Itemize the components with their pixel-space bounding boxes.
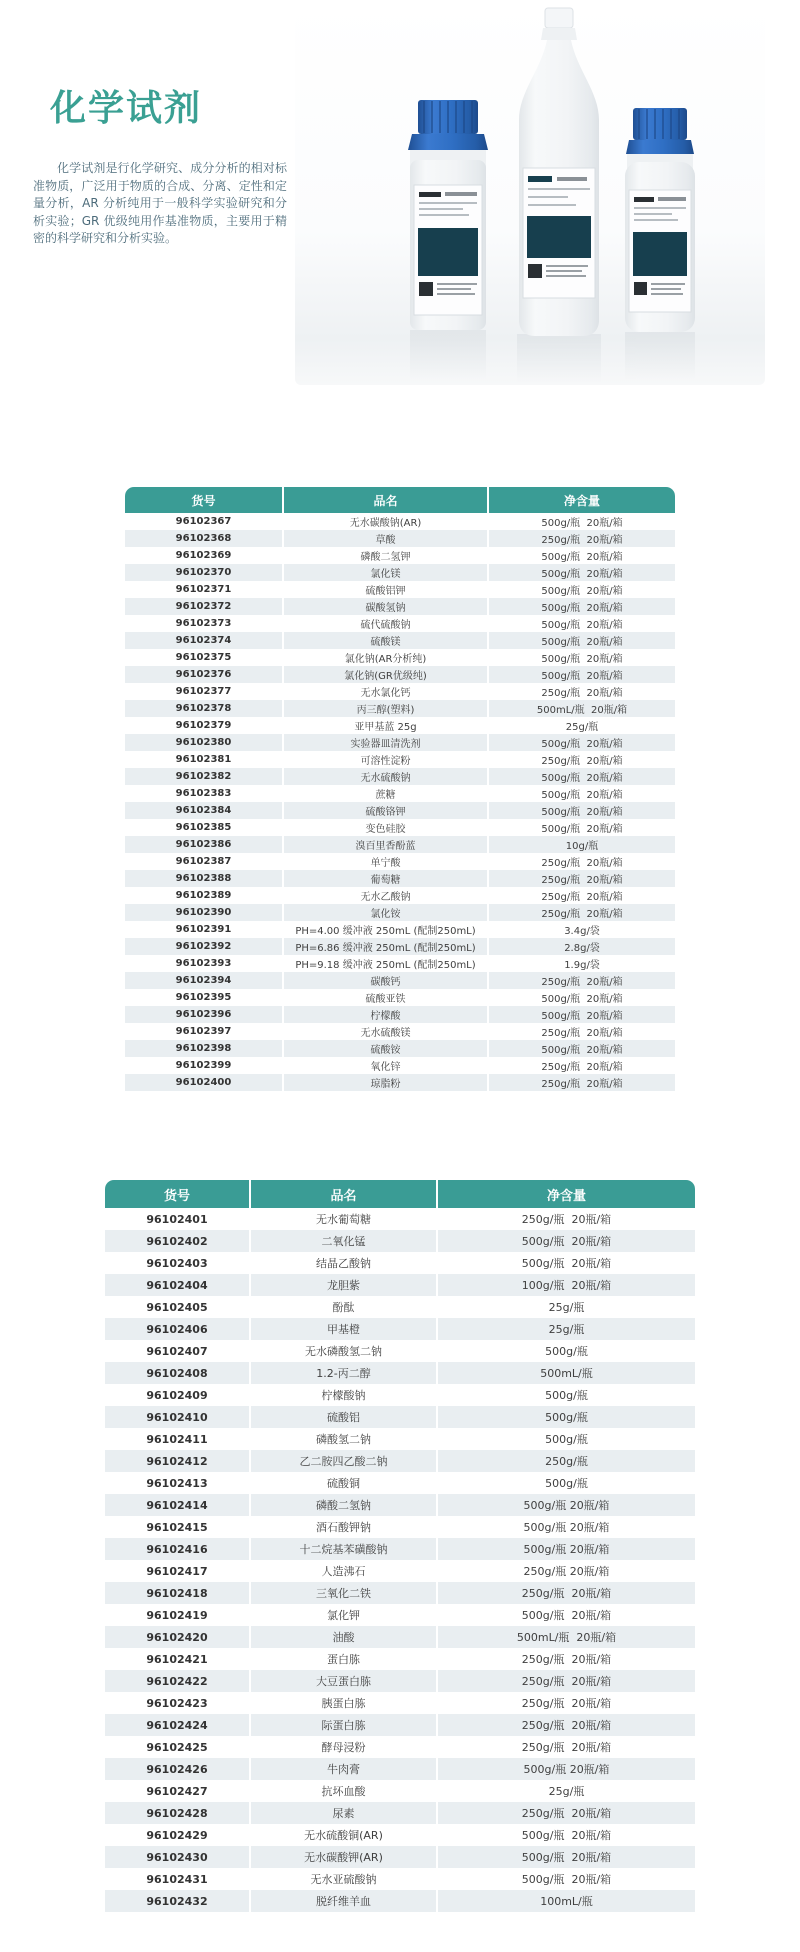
cell-product-name: 脱纤维羊血 bbox=[250, 1890, 437, 1912]
cell-net-content: 250g/瓶 20瓶/箱 bbox=[437, 1208, 695, 1230]
cell-net-content: 250g/瓶 20瓶/箱 bbox=[488, 887, 675, 904]
cell-item-no: 96102432 bbox=[146, 1894, 208, 1908]
cell-product-name: 碳酸钙 bbox=[283, 972, 488, 989]
cell-product-name: 无水乙酸钠 bbox=[283, 887, 488, 904]
cell-product-name: 单宁酸 bbox=[283, 853, 488, 870]
table-row bbox=[125, 649, 675, 666]
cell-item-no: 96102407 bbox=[146, 1344, 208, 1358]
table-row bbox=[105, 1230, 695, 1252]
table-row bbox=[105, 1362, 695, 1384]
cell-net-content: 500g/瓶 bbox=[437, 1406, 695, 1428]
cell-net-content: 500g/瓶 20瓶/箱 bbox=[437, 1538, 695, 1560]
cell-item-no: 96102423 bbox=[146, 1696, 208, 1710]
cell-item-no: 96102418 bbox=[146, 1586, 208, 1600]
cell-item-no: 96102372 bbox=[175, 601, 232, 612]
table-row bbox=[105, 1824, 695, 1846]
cell-product-name: 龙胆紫 bbox=[250, 1274, 437, 1296]
cell-item-no: 96102386 bbox=[175, 839, 232, 850]
cell-net-content: 500g/瓶 20瓶/箱 bbox=[488, 547, 675, 564]
table-row bbox=[105, 1450, 695, 1472]
cell-product-name: 蛋白胨 bbox=[250, 1648, 437, 1670]
cell-product-name: 磷酸氢二钠 bbox=[250, 1428, 437, 1450]
cell-net-content: 500g/瓶 20瓶/箱 bbox=[488, 989, 675, 1006]
cell-item-no: 96102370 bbox=[175, 567, 232, 578]
cell-item-no: 96102421 bbox=[146, 1652, 208, 1666]
table-row bbox=[125, 1074, 675, 1091]
column-header-product-name: 品名 bbox=[250, 1180, 437, 1208]
cell-product-name: 油酸 bbox=[250, 1626, 437, 1648]
table-row bbox=[125, 955, 675, 972]
cell-item-no: 96102373 bbox=[175, 618, 232, 629]
cell-net-content: 250g/瓶 20瓶/箱 bbox=[488, 751, 675, 768]
cell-product-name: 氯化铵 bbox=[283, 904, 488, 921]
cell-product-name: 无水硫酸铜(AR) bbox=[250, 1824, 437, 1846]
cell-product-name: 1.2-丙二醇 bbox=[250, 1362, 437, 1384]
reagent-table-1-body bbox=[125, 513, 675, 1091]
table-row bbox=[105, 1582, 695, 1604]
cell-item-no: 96102422 bbox=[146, 1674, 208, 1688]
cell-net-content: 250g/瓶 20瓶/箱 bbox=[488, 853, 675, 870]
cell-product-name: 无水亚硫酸钠 bbox=[250, 1868, 437, 1890]
column-header-item-no: 货号 bbox=[105, 1180, 250, 1208]
cell-net-content: 250g/瓶 20瓶/箱 bbox=[437, 1582, 695, 1604]
table-row bbox=[125, 802, 675, 819]
cell-product-name: 无水葡萄糖 bbox=[250, 1208, 437, 1230]
cell-item-no: 96102410 bbox=[146, 1410, 208, 1424]
table-row bbox=[105, 1890, 695, 1912]
table-row bbox=[125, 615, 675, 632]
cell-product-name: 磷酸二氢钠 bbox=[250, 1494, 437, 1516]
cell-product-name: 硫酸铝 bbox=[250, 1406, 437, 1428]
cell-net-content: 250g/瓶 20瓶/箱 bbox=[488, 1057, 675, 1074]
table-row bbox=[125, 853, 675, 870]
cell-product-name: 际蛋白胨 bbox=[250, 1714, 437, 1736]
table-row bbox=[105, 1670, 695, 1692]
cell-net-content: 250g/瓶 20瓶/箱 bbox=[437, 1714, 695, 1736]
cell-item-no: 96102428 bbox=[146, 1806, 208, 1820]
cell-net-content: 500g/瓶 20瓶/箱 bbox=[437, 1758, 695, 1780]
cell-item-no: 96102374 bbox=[175, 635, 232, 646]
page-title: 化学试剂 bbox=[50, 88, 203, 129]
table-row bbox=[125, 989, 675, 1006]
cell-product-name: 十二烷基苯磺酸钠 bbox=[250, 1538, 437, 1560]
reagent-table-1 bbox=[125, 487, 675, 1091]
cell-item-no: 96102376 bbox=[175, 669, 232, 680]
cell-item-no: 96102368 bbox=[175, 533, 232, 544]
cell-item-no: 96102402 bbox=[146, 1234, 208, 1248]
reagent-table-2 bbox=[105, 1180, 695, 1912]
table-row bbox=[105, 1846, 695, 1868]
cell-product-name: 酵母浸粉 bbox=[250, 1736, 437, 1758]
table-row bbox=[125, 666, 675, 683]
cell-net-content: 250g/瓶 20瓶/箱 bbox=[437, 1736, 695, 1758]
table-row bbox=[105, 1648, 695, 1670]
cell-item-no: 96102380 bbox=[175, 737, 232, 748]
bottles-illustration bbox=[295, 0, 765, 385]
cell-product-name: 草酸 bbox=[283, 530, 488, 547]
table-row bbox=[105, 1494, 695, 1516]
cell-item-no: 96102367 bbox=[175, 516, 232, 527]
cell-product-name: 人造沸石 bbox=[250, 1560, 437, 1582]
cell-net-content: 3.4g/袋 bbox=[488, 921, 675, 938]
cell-item-no: 96102406 bbox=[146, 1322, 208, 1336]
cell-item-no: 96102426 bbox=[146, 1762, 208, 1776]
cell-product-name: 可溶性淀粉 bbox=[283, 751, 488, 768]
cell-product-name: 硫代硫酸钠 bbox=[283, 615, 488, 632]
cell-item-no: 96102427 bbox=[146, 1784, 208, 1798]
cell-product-name: 酒石酸钾钠 bbox=[250, 1516, 437, 1538]
cell-product-name: 氯化钠(GR优级纯) bbox=[283, 666, 488, 683]
cell-item-no: 96102393 bbox=[175, 958, 232, 969]
table-row bbox=[105, 1780, 695, 1802]
cell-net-content: 500g/瓶 20瓶/箱 bbox=[488, 666, 675, 683]
cell-product-name: 琼脂粉 bbox=[283, 1074, 488, 1091]
bottle-middle bbox=[519, 8, 599, 336]
cell-product-name: 碳酸氢钠 bbox=[283, 598, 488, 615]
cell-net-content: 500g/瓶 20瓶/箱 bbox=[488, 598, 675, 615]
cell-item-no: 96102424 bbox=[146, 1718, 208, 1732]
table-row bbox=[105, 1626, 695, 1648]
cell-net-content: 500g/瓶 20瓶/箱 bbox=[488, 1006, 675, 1023]
table-row bbox=[125, 836, 675, 853]
column-header-net-content: 净含量 bbox=[437, 1180, 695, 1208]
column-header-item-no: 货号 bbox=[125, 487, 283, 513]
cell-net-content: 250g/瓶 20瓶/箱 bbox=[488, 530, 675, 547]
cell-product-name: 结晶乙酸钠 bbox=[250, 1252, 437, 1274]
cell-product-name: 蔗糖 bbox=[283, 785, 488, 802]
cell-product-name: 尿素 bbox=[250, 1802, 437, 1824]
table-row bbox=[105, 1318, 695, 1340]
table-row bbox=[105, 1340, 695, 1362]
cell-product-name: 丙三醇(塑料) bbox=[283, 700, 488, 717]
table-row bbox=[125, 785, 675, 802]
cell-net-content: 500mL/瓶 20瓶/箱 bbox=[437, 1626, 695, 1648]
hero-section bbox=[0, 0, 800, 385]
cell-product-name: 葡萄糖 bbox=[283, 870, 488, 887]
cell-net-content: 500g/瓶 20瓶/箱 bbox=[437, 1230, 695, 1252]
cell-product-name: 变色硅胶 bbox=[283, 819, 488, 836]
cell-net-content: 10g/瓶 bbox=[488, 836, 675, 853]
cell-product-name: 三氧化二铁 bbox=[250, 1582, 437, 1604]
cell-net-content: 1.9g/袋 bbox=[488, 955, 675, 972]
cell-product-name: 硫酸铬钾 bbox=[283, 802, 488, 819]
cell-product-name: PH=9.18 缓冲液 250mL (配制250mL) bbox=[283, 955, 488, 972]
cell-item-no: 96102403 bbox=[146, 1256, 208, 1270]
reagent-bottles-photo bbox=[295, 0, 765, 385]
cell-product-name: 无水硫酸钠 bbox=[283, 768, 488, 785]
cell-product-name: 无水碳酸钾(AR) bbox=[250, 1846, 437, 1868]
table-row bbox=[105, 1208, 695, 1230]
intro-paragraph: 化学试剂是行化学研究、成分分析的相对标准物质，广泛用于物质的合成、分离、定性和定量分析，AR 分析纯用于一般科学实验研究和分析实验；GR 优级纯用作基准物质，主要用于精密的科学研究和分析实验。 bbox=[33, 161, 287, 245]
cell-net-content: 250g/瓶 20瓶/箱 bbox=[437, 1648, 695, 1670]
cell-product-name: 无水氯化钙 bbox=[283, 683, 488, 700]
table-row bbox=[105, 1406, 695, 1428]
table-row bbox=[125, 921, 675, 938]
table-row bbox=[125, 938, 675, 955]
bottle-middle-label bbox=[523, 168, 595, 298]
cell-item-no: 96102390 bbox=[175, 907, 232, 918]
cell-net-content: 25g/瓶 bbox=[437, 1318, 695, 1340]
cell-item-no: 96102371 bbox=[175, 584, 232, 595]
cell-product-name: PH=6.86 缓冲液 250mL (配制250mL) bbox=[283, 938, 488, 955]
table-row bbox=[105, 1758, 695, 1780]
table-row bbox=[105, 1868, 695, 1890]
table-row bbox=[125, 547, 675, 564]
cell-product-name: 柠檬酸钠 bbox=[250, 1384, 437, 1406]
cell-net-content: 500g/瓶 20瓶/箱 bbox=[488, 649, 675, 666]
cell-net-content: 25g/瓶 bbox=[437, 1780, 695, 1802]
cell-item-no: 96102383 bbox=[175, 788, 232, 799]
table-row bbox=[125, 700, 675, 717]
cell-net-content: 500g/瓶 bbox=[437, 1428, 695, 1450]
cell-net-content: 250g/瓶 20瓶/箱 bbox=[488, 1023, 675, 1040]
cell-net-content: 500g/瓶 bbox=[437, 1472, 695, 1494]
cell-net-content: 250g/瓶 20瓶/箱 bbox=[437, 1802, 695, 1824]
reagent-table-1-section bbox=[125, 487, 675, 1091]
cell-net-content: 250g/瓶 20瓶/箱 bbox=[437, 1670, 695, 1692]
table-row bbox=[125, 1057, 675, 1074]
cell-net-content: 500g/瓶 20瓶/箱 bbox=[437, 1604, 695, 1626]
table-row bbox=[105, 1802, 695, 1824]
cell-net-content: 500g/瓶 bbox=[437, 1340, 695, 1362]
cell-item-no: 96102400 bbox=[175, 1077, 232, 1088]
cell-net-content: 500g/瓶 20瓶/箱 bbox=[437, 1494, 695, 1516]
cell-net-content: 500g/瓶 20瓶/箱 bbox=[488, 615, 675, 632]
cell-net-content: 250g/瓶 bbox=[437, 1450, 695, 1472]
table-row bbox=[105, 1252, 695, 1274]
cell-product-name: 无水硫酸镁 bbox=[283, 1023, 488, 1040]
cell-item-no: 96102396 bbox=[175, 1009, 232, 1020]
table-row bbox=[125, 717, 675, 734]
cell-net-content: 250g/瓶 20瓶/箱 bbox=[488, 870, 675, 887]
cell-net-content: 500g/瓶 20瓶/箱 bbox=[437, 1824, 695, 1846]
table-row bbox=[125, 1040, 675, 1057]
table-row bbox=[105, 1384, 695, 1406]
cell-net-content: 500g/瓶 20瓶/箱 bbox=[437, 1868, 695, 1890]
table-header-row bbox=[125, 487, 675, 513]
cell-net-content: 500g/瓶 20瓶/箱 bbox=[437, 1516, 695, 1538]
cell-item-no: 96102430 bbox=[146, 1850, 208, 1864]
cell-item-no: 96102411 bbox=[146, 1432, 208, 1446]
cell-net-content: 500g/瓶 20瓶/箱 bbox=[437, 1252, 695, 1274]
cell-net-content: 500g/瓶 20瓶/箱 bbox=[488, 632, 675, 649]
column-header-product-name: 品名 bbox=[283, 487, 488, 513]
cell-product-name: 硫酸铝钾 bbox=[283, 581, 488, 598]
cell-product-name: 胰蛋白胨 bbox=[250, 1692, 437, 1714]
cell-net-content: 500g/瓶 20瓶/箱 bbox=[488, 1040, 675, 1057]
table-row bbox=[125, 581, 675, 598]
cell-item-no: 96102389 bbox=[175, 890, 232, 901]
cell-item-no: 96102409 bbox=[146, 1388, 208, 1402]
table-row bbox=[105, 1604, 695, 1626]
cell-item-no: 96102416 bbox=[146, 1542, 208, 1556]
cell-net-content: 2.8g/袋 bbox=[488, 938, 675, 955]
cell-net-content: 250g/瓶 20瓶/箱 bbox=[488, 904, 675, 921]
cell-net-content: 250g/瓶 20瓶/箱 bbox=[488, 683, 675, 700]
cell-item-no: 96102378 bbox=[175, 703, 232, 714]
cell-product-name: 硫酸镁 bbox=[283, 632, 488, 649]
cell-net-content: 25g/瓶 bbox=[437, 1296, 695, 1318]
cell-item-no: 96102429 bbox=[146, 1828, 208, 1842]
cell-net-content: 25g/瓶 bbox=[488, 717, 675, 734]
bottle-right bbox=[625, 108, 695, 332]
cell-item-no: 96102397 bbox=[175, 1026, 232, 1037]
cell-product-name: 大豆蛋白胨 bbox=[250, 1670, 437, 1692]
cell-item-no: 96102415 bbox=[146, 1520, 208, 1534]
table-row bbox=[125, 887, 675, 904]
cell-product-name: 硫酸铵 bbox=[283, 1040, 488, 1057]
table-row bbox=[125, 768, 675, 785]
table-row bbox=[125, 598, 675, 615]
cell-item-no: 96102391 bbox=[175, 924, 232, 935]
cell-product-name: 抗坏血酸 bbox=[250, 1780, 437, 1802]
table-row bbox=[105, 1714, 695, 1736]
cell-item-no: 96102387 bbox=[175, 856, 232, 867]
reagent-table-2-body bbox=[105, 1208, 695, 1912]
bottle-left-label bbox=[414, 185, 482, 315]
cell-item-no: 96102369 bbox=[175, 550, 232, 561]
cell-item-no: 96102377 bbox=[175, 686, 232, 697]
table-row bbox=[105, 1736, 695, 1758]
cell-net-content: 500g/瓶 20瓶/箱 bbox=[488, 581, 675, 598]
reagent-table-2-section bbox=[105, 1180, 695, 1912]
cell-product-name: 二氧化锰 bbox=[250, 1230, 437, 1252]
cell-product-name: 氯化钠(AR分析纯) bbox=[283, 649, 488, 666]
cell-item-no: 96102392 bbox=[175, 941, 232, 952]
cell-net-content: 250g/瓶 20瓶/箱 bbox=[488, 972, 675, 989]
cell-product-name: 无水磷酸氢二钠 bbox=[250, 1340, 437, 1362]
cell-item-no: 96102379 bbox=[175, 720, 232, 731]
table-row bbox=[105, 1472, 695, 1494]
cell-net-content: 100g/瓶 20瓶/箱 bbox=[437, 1274, 695, 1296]
table-row bbox=[125, 751, 675, 768]
cell-net-content: 250g/瓶 20瓶/箱 bbox=[437, 1560, 695, 1582]
table-row bbox=[125, 972, 675, 989]
cell-net-content: 500mL/瓶 20瓶/箱 bbox=[488, 700, 675, 717]
cell-item-no: 96102382 bbox=[175, 771, 232, 782]
table-row bbox=[125, 1006, 675, 1023]
cell-item-no: 96102395 bbox=[175, 992, 232, 1003]
table-row bbox=[105, 1538, 695, 1560]
bottle-left bbox=[408, 100, 488, 330]
column-header-net-content: 净含量 bbox=[488, 487, 675, 513]
table-row bbox=[105, 1428, 695, 1450]
cell-net-content: 250g/瓶 20瓶/箱 bbox=[488, 1074, 675, 1091]
cell-net-content: 100mL/瓶 bbox=[437, 1890, 695, 1912]
cell-product-name: 硫酸铜 bbox=[250, 1472, 437, 1494]
cell-item-no: 96102420 bbox=[146, 1630, 208, 1644]
cell-product-name: 酚酞 bbox=[250, 1296, 437, 1318]
table-row bbox=[125, 513, 675, 530]
table-row bbox=[125, 683, 675, 700]
cell-net-content: 250g/瓶 20瓶/箱 bbox=[437, 1692, 695, 1714]
table-row bbox=[125, 734, 675, 751]
table-header-row bbox=[105, 1180, 695, 1208]
cell-item-no: 96102405 bbox=[146, 1300, 208, 1314]
cell-item-no: 96102401 bbox=[146, 1212, 208, 1226]
cell-net-content: 500g/瓶 20瓶/箱 bbox=[488, 513, 675, 530]
cell-net-content: 500g/瓶 20瓶/箱 bbox=[488, 785, 675, 802]
table-row bbox=[105, 1296, 695, 1318]
cell-item-no: 96102388 bbox=[175, 873, 232, 884]
cell-product-name: 无水碳酸钠(AR) bbox=[283, 513, 488, 530]
cell-net-content: 500g/瓶 20瓶/箱 bbox=[437, 1846, 695, 1868]
cell-product-name: 甲基橙 bbox=[250, 1318, 437, 1340]
table-row bbox=[125, 819, 675, 836]
table-row bbox=[125, 530, 675, 547]
cell-product-name: 氯化镁 bbox=[283, 564, 488, 581]
cell-item-no: 96102399 bbox=[175, 1060, 232, 1071]
cell-item-no: 96102381 bbox=[175, 754, 232, 765]
table-row bbox=[105, 1560, 695, 1582]
cell-product-name: 氯化钾 bbox=[250, 1604, 437, 1626]
cell-net-content: 500g/瓶 20瓶/箱 bbox=[488, 819, 675, 836]
cell-product-name: 硫酸亚铁 bbox=[283, 989, 488, 1006]
table-row bbox=[125, 1023, 675, 1040]
cell-item-no: 96102384 bbox=[175, 805, 232, 816]
cell-item-no: 96102408 bbox=[146, 1366, 208, 1380]
cell-item-no: 96102404 bbox=[146, 1278, 208, 1292]
cell-product-name: 亚甲基蓝 25g bbox=[283, 717, 488, 734]
table-row bbox=[105, 1516, 695, 1538]
cell-item-no: 96102385 bbox=[175, 822, 232, 833]
cell-net-content: 500g/瓶 20瓶/箱 bbox=[488, 734, 675, 751]
cell-net-content: 500g/瓶 20瓶/箱 bbox=[488, 768, 675, 785]
cell-product-name: 乙二胺四乙酸二钠 bbox=[250, 1450, 437, 1472]
cell-item-no: 96102398 bbox=[175, 1043, 232, 1054]
cell-product-name: 牛肉膏 bbox=[250, 1758, 437, 1780]
cell-item-no: 96102425 bbox=[146, 1740, 208, 1754]
cell-item-no: 96102413 bbox=[146, 1476, 208, 1490]
cell-product-name: 溴百里香酚蓝 bbox=[283, 836, 488, 853]
cell-item-no: 96102394 bbox=[175, 975, 232, 986]
cell-item-no: 96102414 bbox=[146, 1498, 208, 1512]
table-row bbox=[105, 1274, 695, 1296]
table-row bbox=[125, 904, 675, 921]
cell-product-name: 实验器皿清洗剂 bbox=[283, 734, 488, 751]
cell-product-name: 磷酸二氢钾 bbox=[283, 547, 488, 564]
cell-item-no: 96102419 bbox=[146, 1608, 208, 1622]
cell-net-content: 500g/瓶 20瓶/箱 bbox=[488, 802, 675, 819]
cell-item-no: 96102375 bbox=[175, 652, 232, 663]
cell-item-no: 96102412 bbox=[146, 1454, 208, 1468]
cell-product-name: 柠檬酸 bbox=[283, 1006, 488, 1023]
cell-product-name: 氧化锌 bbox=[283, 1057, 488, 1074]
cell-net-content: 500g/瓶 20瓶/箱 bbox=[488, 564, 675, 581]
table-row bbox=[105, 1692, 695, 1714]
cell-product-name: PH=4.00 缓冲液 250mL (配制250mL) bbox=[283, 921, 488, 938]
cell-item-no: 96102417 bbox=[146, 1564, 208, 1578]
cell-item-no: 96102431 bbox=[146, 1872, 208, 1886]
table-row bbox=[125, 564, 675, 581]
bottle-right-label bbox=[629, 190, 691, 312]
cell-net-content: 500mL/瓶 bbox=[437, 1362, 695, 1384]
table-row bbox=[125, 870, 675, 887]
cell-net-content: 500g/瓶 bbox=[437, 1384, 695, 1406]
bottle-reflections bbox=[410, 330, 695, 382]
table-row bbox=[125, 632, 675, 649]
